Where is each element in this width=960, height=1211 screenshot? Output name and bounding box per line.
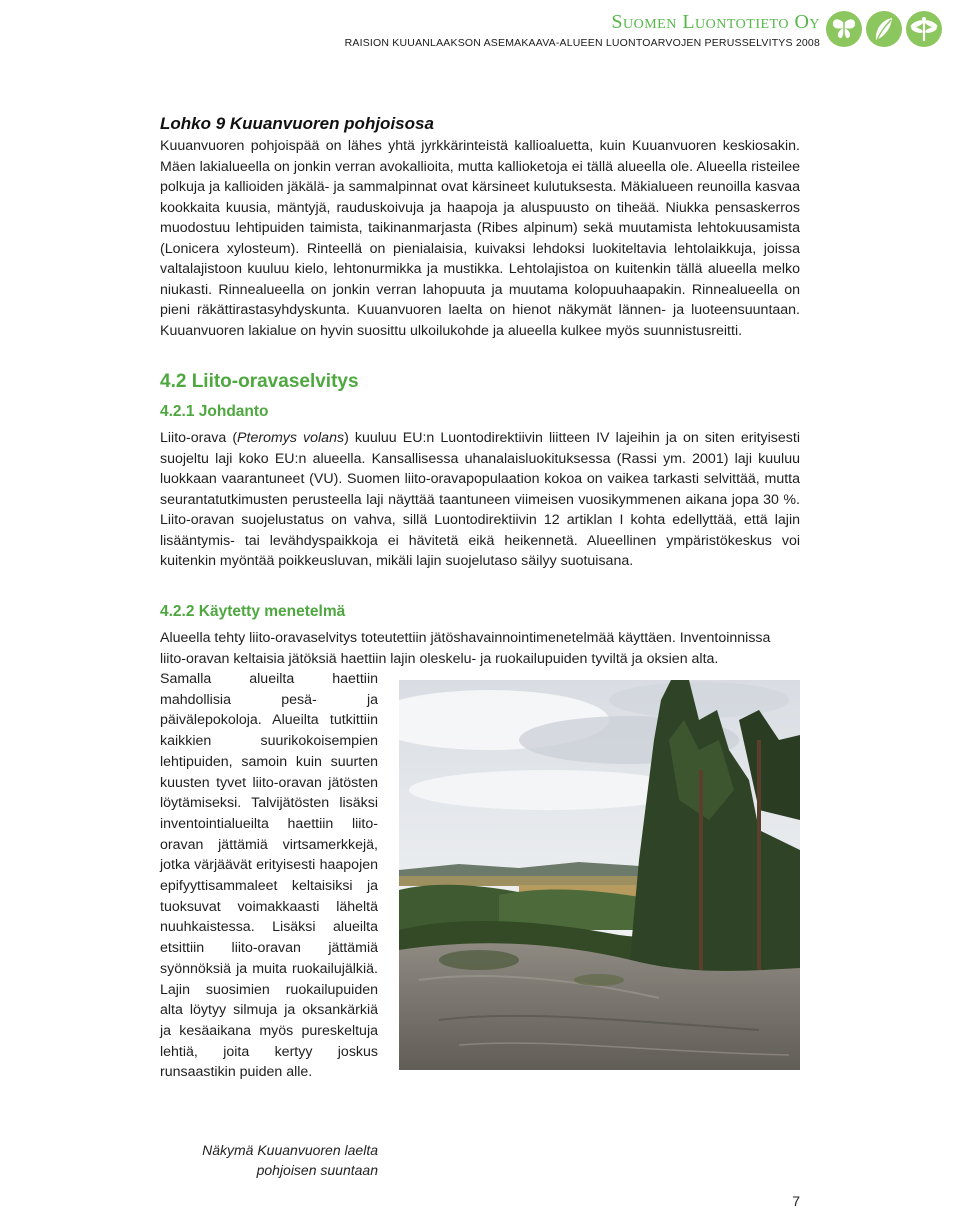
intro-paragraph xyxy=(160,428,800,572)
report-title: RAISION KUUANLAAKSON ASEMAKAAVA-ALUEEN LUONTOARVOJEN PERUSSELVITYS 2008 xyxy=(344,37,820,49)
section-title: Lohko 9 Kuuanvuoren pohjoisosa xyxy=(160,114,434,133)
dragonfly-icon xyxy=(906,11,942,47)
section-paragraph: Kuuanvuoren pohjoispää on lähes yhtä jyrkkärinteistä kallioaluetta, kuin Kuuanvuoren keskiosakin. Mäen lakialueella on jonkin verran avokallioita, mutta kallioketoja ei tällä alueella ole. Alueella risteilee polkuja ja kallioiden jäkälä- ja sammalpinnat ovat kärsineet kulutuksesta. Mäkialueen reunoilla kasvaa kookkaita kuusia, mäntyjä, rauduskoivuja ja haapoja ja aluspuusto on tiheää. Niukka pensaskerros muodostuu lehtipuiden taimista, taikinanmarjasta (Ribes alpinum) sekä muutamista lehtokuusamista (Lonicera xylosteum). Rinteellä on pienialaisia, kuivaksi lehdoksi luokiteltavia lehtolaikkuja, joissa valtalajistoon kuuluu kielo, lehtonurmikka ja mustikka. Lehtolajistoa on kuitenkin tällä alueella melko niukasti. Rinnealueella on jonkin verran lahopuuta ja muutama kolopuuhaapakin. Rinnealueella on pieni räkättirastasyhdyskunta. Kuuanvuoren laelta on hienot näkymät lännen- ja luoteensuuntaan. Kuuanvuoren lakialue on hyvin suosittu ulkoilukohde ja alueella kulkee myös suunnistusreitti. xyxy=(160,138,800,339)
intro-body xyxy=(160,428,800,572)
page-number: 7 xyxy=(792,1193,800,1209)
butterfly-icon xyxy=(826,11,862,47)
method-narrow-paragraph: Samalla alueilta haettiin mahdollisia pesä- ja päivälepokoloja. Alueilta tutkittiin kaikkien suurikokoisempien lehtipuiden, samoin kuin suurten kuusten tyvet liito-oravan jätösten löytämiseksi. Talvijätösten lisäksi inventointialueilta haettiin liito-oravan jättämiä virtsamerkkejä, jotka värjäävät erityisesti haapojen epifyyttisammaleet keltaisiksi ja tuoksuvat voimakkaasti läheltä nuuhkaistessa. Lisäksi alueilta etsittiin liito-oravan jättämiä syönnöksiä ja muita ruokailujälkiä. Lajin suosimien ruokailupuiden alta löytyy silmuja ja oksankärkiä ja kesäaikana myös pureskeltuja lehtiä, joita kertyy joskus runsaastikin puiden alle. xyxy=(160,671,378,1081)
company-logos xyxy=(826,10,942,50)
heading-4-2-2: 4.2.2 Käytetty menetelmä xyxy=(160,603,346,620)
landscape-photo xyxy=(399,680,800,1070)
intro-text-2: ) kuuluu EU:n Luontodirektiivin liitteen IV lajeihin ja on siten erityisesti suojeltu laji koko EU:n alueella. Kansallisessa uhanalaisluokituksessa (Rassi ym. 2001) laji kuuluu luokkaan vaarantuneet (VU). Suomen liito-oravapopulaation kokoa on vaikea tarkasti selvittää, mutta seurantatutkimusten perusteella laji näyttää taantuneen viimeisen vuosikymmenen aikana jopa 30 %. Liito-oravan suojelustatus on vahva, sillä Luontodirektiivin 12 artiklan I kohta edellyttää, että lajin lisääntymis- tai levähdyspaikkoja ei hävitetä eikä heikennetä. Alueellinen ympäristökeskus voi kuitenkin myöntää poikkeusluvan, mikäli lajin suojelutaso säilyy suotuisana. xyxy=(160,430,800,569)
method-wide-paragraph: Alueella tehty liito-oravaselvitys toteutettiin jätöshavainnointimenetelmää käyttäen. Inventoinnissa liito-oravan keltaisia jätöksiä haettiin lajin oleskelu- ja ruokailupuiden tyviltä ja oksien alta. xyxy=(160,630,771,667)
company-name: Suomen Luontotieto Oy xyxy=(611,11,820,33)
leaf-icon xyxy=(866,11,902,47)
method-narrow-column xyxy=(160,669,378,1083)
method-body xyxy=(160,628,800,669)
species-name: Pteromys volans xyxy=(237,430,345,446)
page-header xyxy=(300,8,960,52)
photo-caption: Näkymä Kuuanvuoren laelta pohjoisen suuntaan xyxy=(202,1142,378,1178)
heading-4-2-1: 4.2.1 Johdanto xyxy=(160,403,269,420)
intro-text-1: Liito-orava ( xyxy=(160,430,238,446)
heading-4-2: 4.2 Liito-oravaselvitys xyxy=(160,371,359,392)
section-body xyxy=(160,136,800,341)
